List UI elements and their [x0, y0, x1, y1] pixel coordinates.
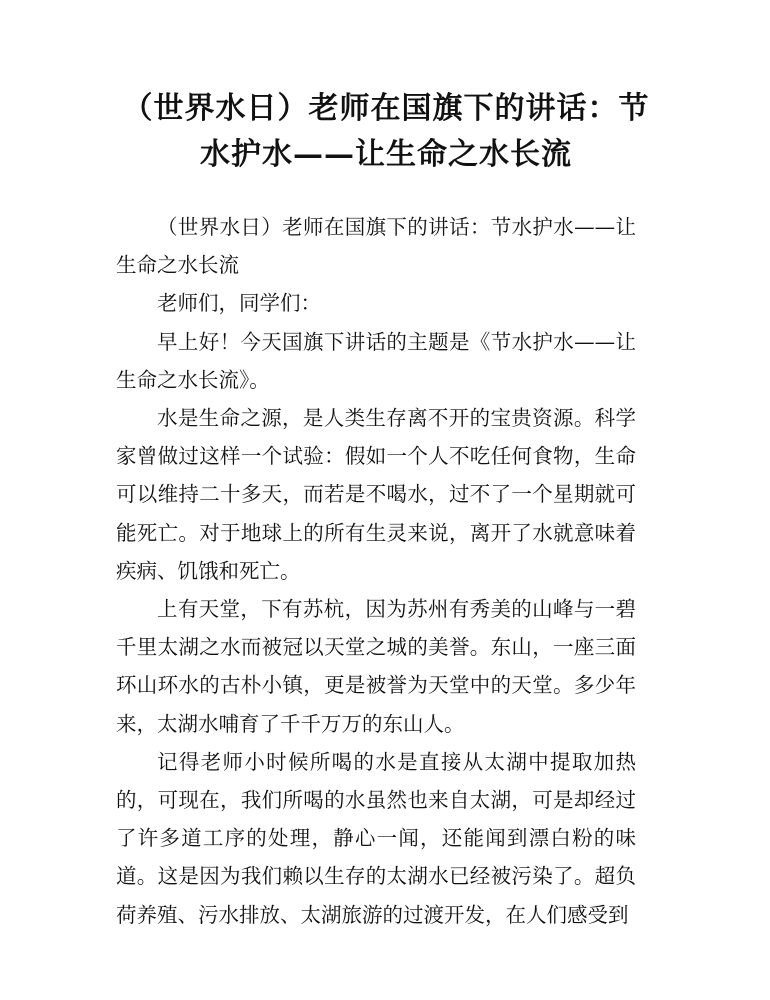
paragraph-water-source: 水是生命之源，是人类生存离不开的宝贵资源。科学家曾做过这样一个试验：假如一个人不吃任何食物，生命可以维持二十多天，而若是不喝水，过不了一个星期就可能死亡。对于地球上的所有生灵来说，离开了水就意味着疾病、饥饿和死亡。: [116, 406, 636, 583]
paragraph-greeting: 老师们，同学们：: [157, 291, 321, 316]
paragraph-heading-repeat: （世界水日）老师在国旗下的讲话：节水护水——让生命之水长流: [116, 215, 636, 278]
document-title: （世界水日）老师在国旗下的讲话：节水护水——让生命之水长流: [122, 91, 650, 172]
document-body: [116, 208, 636, 934]
paragraph-topic: 早上好！今天国旗下讲话的主题是《节水护水——让生命之水长流》。: [116, 329, 636, 392]
paragraph-memory: 记得老师小时候所喝的水是直接从太湖中提取加热的，可现在，我们所喝的水虽然也来自太湖，可是却经过了许多道工序的处理，静心一闻，还能闻到漂白粉的味道。这是因为我们赖以生存的太湖水已经被污染了。超负荷养殖、污水排放、太湖旅游的过渡开发，在人们感受到: [116, 749, 636, 927]
paragraph-suzhou: 上有天堂，下有苏杭，因为苏州有秀美的山峰与一碧千里太湖之水而被冠以天堂之城的美誉。东山，一座三面环山环水的古朴小镇，更是被誉为天堂中的天堂。多少年来，太湖水哺育了千千万万的东山人。: [116, 597, 636, 736]
